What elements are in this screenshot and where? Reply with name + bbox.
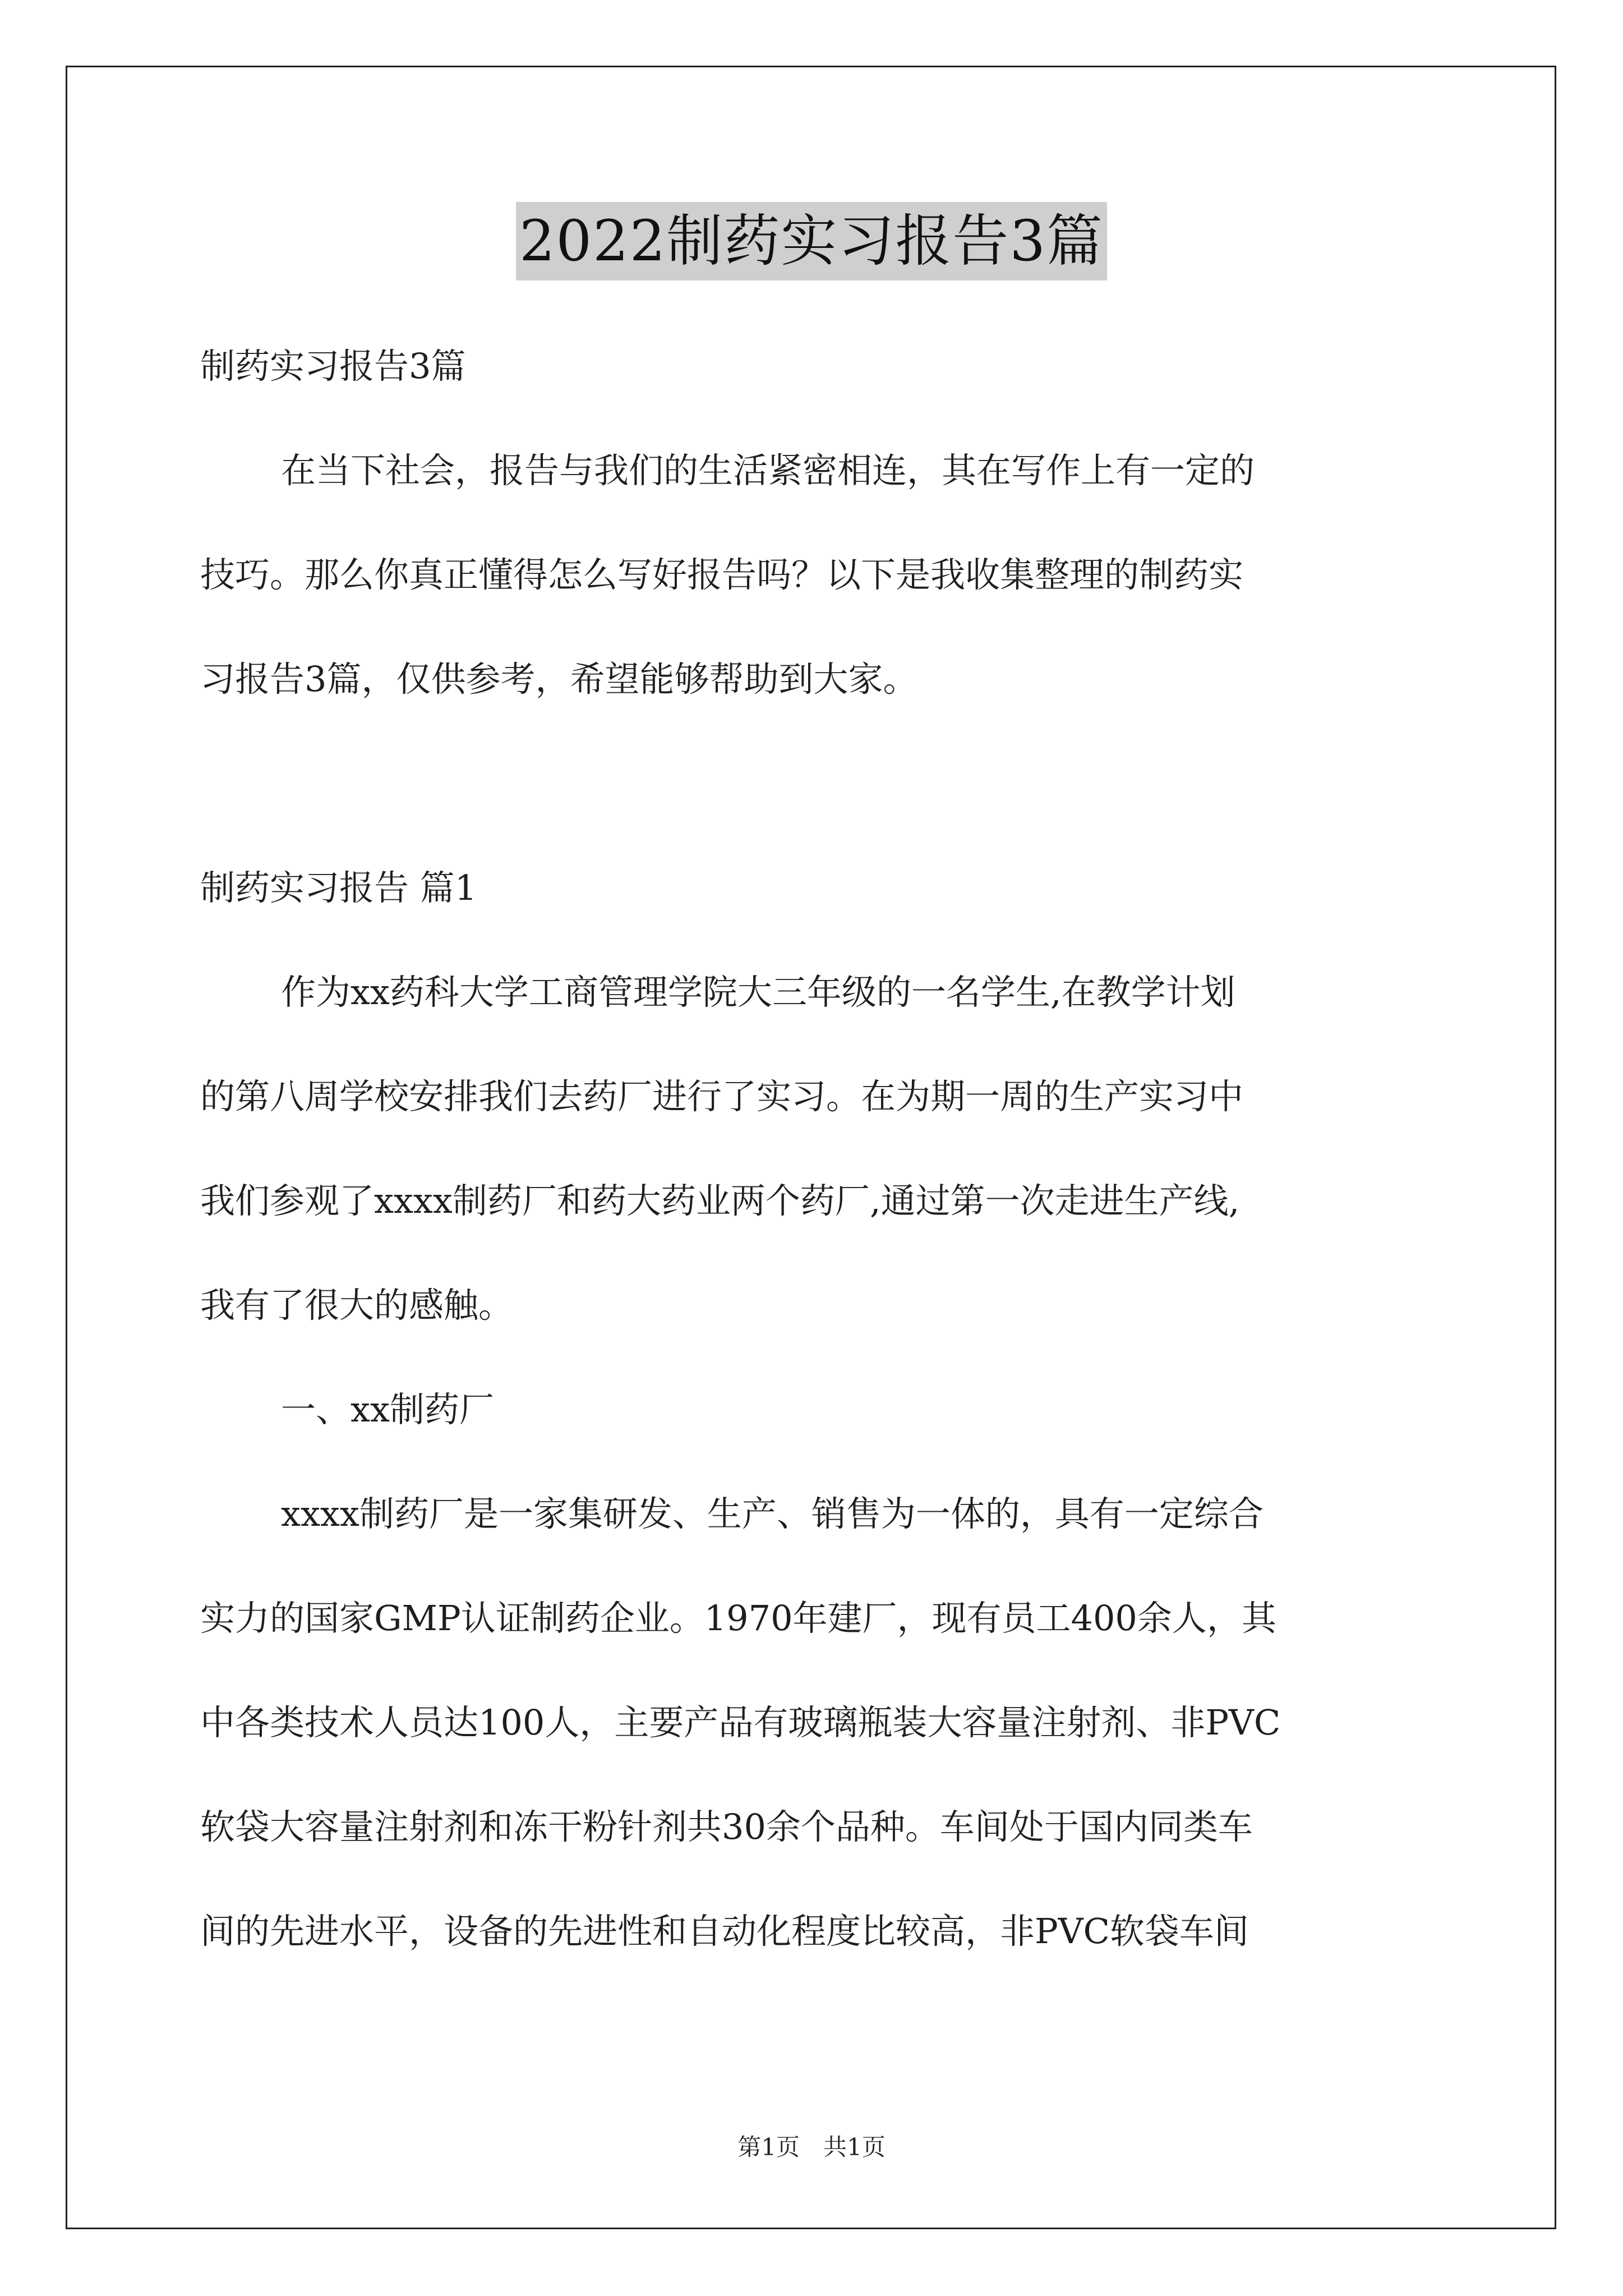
paragraph-line: 我们参观了xxxx制药厂和药大药业两个药厂,通过第一次走进生产线, xyxy=(200,1180,1240,1221)
subsection-heading: 一、xx制药厂 xyxy=(281,1389,494,1430)
section-heading: 制药实习报告 篇1 xyxy=(200,867,477,908)
document-body xyxy=(200,314,1434,1984)
paragraph-line: 技巧。那么你真正懂得怎么写好报告吗？以下是我收集整理的制药实 xyxy=(200,554,1244,595)
paragraph-line: xxxx制药厂是一家集研发、生产、销售为一体的，具有一定综合 xyxy=(281,1493,1264,1534)
page-footer: 第1页 共1页 xyxy=(737,2133,886,2161)
paragraph-line: 作为xx药科大学工商管理学院大三年级的一名学生,在教学计划 xyxy=(281,972,1235,1013)
paragraph-line: 我有了很大的感触。 xyxy=(200,1285,514,1326)
blank-line xyxy=(200,731,1434,836)
paragraph-line: 中各类技术人员达100人，主要产品有玻璃瓶装大容量注射剂、非PVC xyxy=(200,1702,1281,1743)
document-title: 2022制药实习报告3篇 xyxy=(516,202,1107,280)
paragraph-line: 习报告3篇，仅供参考，希望能够帮助到大家。 xyxy=(200,659,918,700)
paragraph-line: 在当下社会，报告与我们的生活紧密相连，其在写作上有一定的 xyxy=(281,450,1255,491)
paragraph-line: 实力的国家GMP认证制药企业。1970年建厂，现有员工400余人，其 xyxy=(200,1598,1276,1639)
paragraph-line: 的第八周学校安排我们去药厂进行了实习。在为期一周的生产实习中 xyxy=(200,1076,1244,1117)
subtitle-line: 制药实习报告3篇 xyxy=(200,346,466,386)
title-container xyxy=(0,202,1623,280)
paragraph-line: 软袋大容量注射剂和冻干粉针剂共30余个品种。车间处于国内同类车 xyxy=(200,1806,1253,1847)
paragraph-line: 间的先进水平，设备的先进性和自动化程度比较高，非PVC软袋车间 xyxy=(200,1911,1249,1952)
